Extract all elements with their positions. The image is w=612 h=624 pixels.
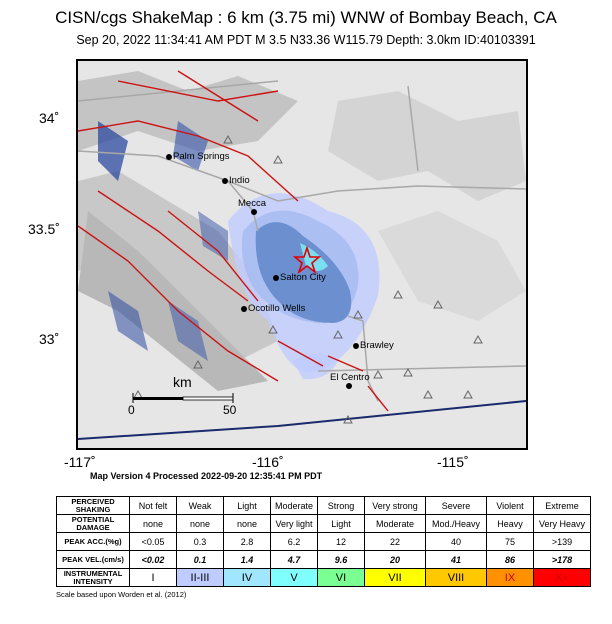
legend-cell: Mod./Heavy — [426, 515, 487, 533]
legend-row-shaking — [57, 497, 591, 515]
city-label: Indio — [229, 175, 250, 186]
city-label: Brawley — [360, 340, 394, 351]
legend-cell: none — [224, 515, 271, 533]
legend-cell: 41 — [426, 551, 487, 569]
intensity-swatch: V — [271, 569, 318, 587]
legend-cell: 40 — [426, 533, 487, 551]
legend-cell: 86 — [487, 551, 534, 569]
intensity-swatch: IX — [487, 569, 534, 587]
row-header: PERCEIVED SHAKING — [57, 497, 130, 515]
city-label: Salton City — [280, 272, 326, 283]
map-canvas — [78, 61, 526, 448]
legend-cell: Extreme — [534, 497, 591, 515]
legend-cell: Strong — [318, 497, 365, 515]
legend-cell: <0.05 — [130, 533, 177, 551]
legend-cell: 4.7 — [271, 551, 318, 569]
legend-cell: Very light — [271, 515, 318, 533]
lon-tick: -116˚ — [252, 454, 284, 470]
legend-row-intensity — [57, 569, 591, 587]
row-header: POTENTIAL DAMAGE — [57, 515, 130, 533]
city-label: El Centro — [330, 372, 370, 383]
legend-cell: 0.3 — [177, 533, 224, 551]
city-label: Mecca — [238, 198, 266, 209]
lon-tick: -115˚ — [437, 454, 469, 470]
legend-cell: Weak — [177, 497, 224, 515]
legend-cell: none — [130, 515, 177, 533]
city-label: Palm Springs — [173, 151, 230, 162]
legend-row-pgv — [57, 551, 591, 569]
scale-note: Scale based upon Worden et al. (2012) — [56, 590, 187, 599]
legend-cell: Light — [318, 515, 365, 533]
shakemap — [76, 59, 528, 450]
legend-cell: >178 — [534, 551, 591, 569]
legend-row-damage — [57, 515, 591, 533]
legend-cell: none — [177, 515, 224, 533]
intensity-legend — [56, 496, 591, 587]
row-header: INSTRUMENTAL INTENSITY — [57, 569, 130, 587]
lat-tick: 33.5˚ — [28, 221, 60, 237]
intensity-swatch: I — [130, 569, 177, 587]
lat-tick: 34˚ — [39, 110, 60, 126]
legend-cell: 1.4 — [224, 551, 271, 569]
legend-cell: Light — [224, 497, 271, 515]
row-header: PEAK ACC.(%g) — [57, 533, 130, 551]
legend-cell: Heavy — [487, 515, 534, 533]
legend-cell: Violent — [487, 497, 534, 515]
legend-cell: Moderate — [365, 515, 426, 533]
legend-cell: Very Heavy — [534, 515, 591, 533]
map-title: CISN/cgs ShakeMap : 6 km (3.75 mi) WNW of Bombay Beach, CA — [55, 8, 557, 27]
row-header: PEAK VEL.(cm/s) — [57, 551, 130, 569]
legend-cell: Moderate — [271, 497, 318, 515]
legend-cell: <0.02 — [130, 551, 177, 569]
legend-cell: 6.2 — [271, 533, 318, 551]
intensity-swatch: II-III — [177, 569, 224, 587]
legend-cell: >139 — [534, 533, 591, 551]
legend-cell: Very strong — [365, 497, 426, 515]
intensity-swatch: VII — [365, 569, 426, 587]
intensity-swatch: IV — [224, 569, 271, 587]
city-label: Ocotillo Wells — [248, 303, 306, 314]
scale-unit: km — [173, 374, 192, 390]
legend-cell: Severe — [426, 497, 487, 515]
scale-start: 0 — [128, 403, 135, 417]
legend-cell: 22 — [365, 533, 426, 551]
legend-cell: 0.1 — [177, 551, 224, 569]
lon-tick: -117˚ — [64, 454, 96, 470]
legend-cell: 75 — [487, 533, 534, 551]
intensity-swatch: X+ — [534, 569, 591, 587]
map-version: Map Version 4 Processed 2022-09-20 12:35:41 PM PDT — [90, 471, 323, 481]
intensity-swatch: VI — [318, 569, 365, 587]
legend-cell: 9.6 — [318, 551, 365, 569]
legend-cell: Not felt — [130, 497, 177, 515]
intensity-swatch: VIII — [426, 569, 487, 587]
legend-cell: 20 — [365, 551, 426, 569]
lat-tick: 33˚ — [39, 331, 60, 347]
legend-row-pga — [57, 533, 591, 551]
legend-cell: 12 — [318, 533, 365, 551]
scale-end: 50 — [223, 403, 237, 417]
legend-cell: 2.8 — [224, 533, 271, 551]
event-details: Sep 20, 2022 11:34:41 AM PDT M 3.5 N33.36 W115.79 Depth: 3.0km ID:40103391 — [76, 33, 536, 47]
